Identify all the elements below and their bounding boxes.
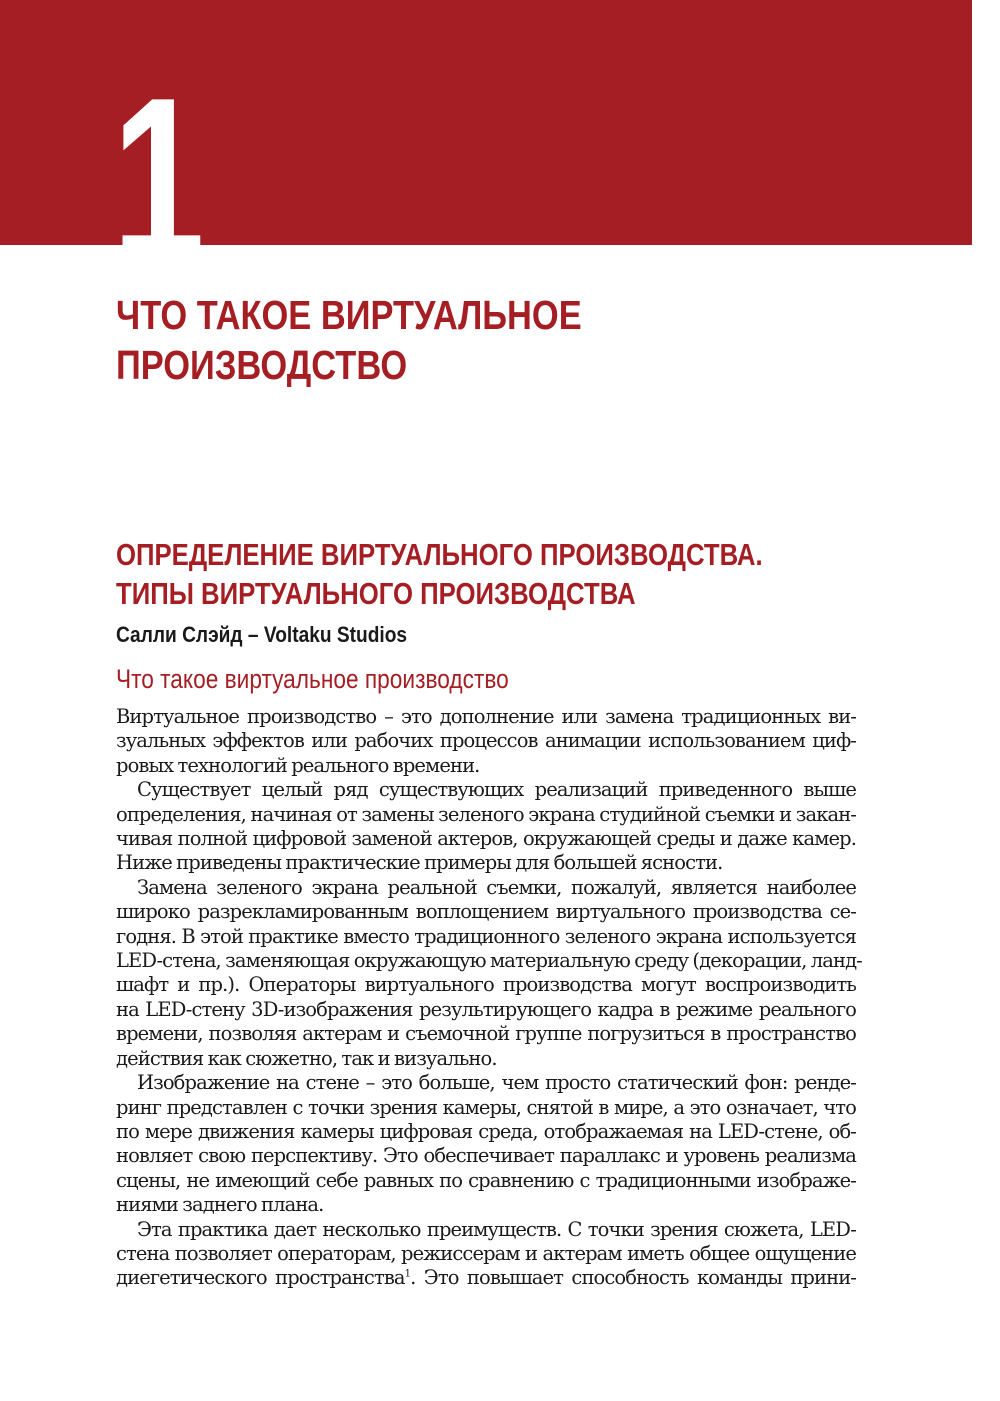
text-line: широко разрекламированным воплощением виртуального производства се- xyxy=(116,900,856,924)
subsection-title: Что такое виртуальное производство xyxy=(116,664,509,694)
text-line: шафт и пр.). Операторы виртуального производства могут воспроизводить xyxy=(116,973,856,997)
text-line: Виртуальное производство – это дополнение или замена традиционных ви- xyxy=(116,705,856,728)
section-title-line: ТИПЫ ВИРТУАЛЬНОГО ПРОИЗВОДСТВА xyxy=(116,576,636,611)
text-fragment: диегетического пространства xyxy=(116,1266,405,1290)
paragraph xyxy=(116,875,862,1071)
text-line: Ниже приведены практические примеры для большей ясности. xyxy=(116,851,723,875)
text-line: ровых технологий реального времени. xyxy=(116,753,480,777)
section-author: Салли Слэйд – Voltaku Studios xyxy=(116,622,408,647)
text-line: Замена зеленого экрана реальной съемки, пожалуй, является наиболее xyxy=(137,875,856,899)
paragraph xyxy=(116,705,856,778)
text-line xyxy=(116,1266,856,1290)
text-line: новляет свою перспективу. Это обеспечивает параллакс и уровень реализма xyxy=(116,1144,856,1168)
text-line: Эта практика дает несколько преимуществ. С точки зрения сюжета, LED- xyxy=(137,1217,856,1241)
text-line: ниями заднего плана. xyxy=(116,1193,324,1217)
paragraph xyxy=(116,778,856,876)
footnote-mark[interactable]: 1 xyxy=(404,1268,411,1280)
text-line: по мере движения камеры цифровая среда, отображаемая на LED-стене, об- xyxy=(116,1119,856,1143)
text-line: на LED-стену 3D-изображения результирующего кадра в режиме реального xyxy=(116,997,856,1021)
text-line: ринг представлен с точки зрения камеры, снятой в мире, а это означает, что xyxy=(116,1095,856,1119)
text-line: стена позволяет операторам, режиссерам и актерам иметь общее ощущение xyxy=(116,1241,856,1265)
text-line: зуальных эффектов или рабочих процессов анимации использованием циф- xyxy=(116,729,856,753)
text-line: Существует целый ряд существующих реализаций приведенного выше xyxy=(137,778,856,802)
text-fragment: . Это повышает способность команды прини- xyxy=(410,1266,856,1290)
text-line: чивая полной цифровой заменой актеров, окружающей среды и даже камер. xyxy=(116,827,856,851)
text-line: годня. В этой практике вместо традиционного зеленого экрана используется xyxy=(116,924,856,948)
body-text xyxy=(116,705,862,1291)
text-line: времени, позволяя актерам и съемочной группе погрузиться в пространство xyxy=(116,1022,856,1046)
paragraph xyxy=(116,1071,856,1217)
section-title xyxy=(116,535,763,613)
paragraph xyxy=(116,1218,856,1291)
text-line: Изображение на стене – это больше, чем просто статический фон: ренде- xyxy=(137,1071,856,1095)
chapter-title-line: ЧТО ТАКОЕ ВИРТУАЛЬНОЕ xyxy=(116,292,582,338)
text-line: определения, начиная от замены зеленого экрана студийной съемки и закан- xyxy=(116,802,856,826)
text-line: LED-стена, заменяющая окружающую материальную среду (декорации, ланд- xyxy=(116,949,862,973)
text-line: действия как сюжетно, так и визуально. xyxy=(116,1046,497,1070)
text-line: сцены, не имеющий себе равных по сравнению с традиционными изображе- xyxy=(116,1168,856,1192)
chapter-banner xyxy=(0,0,972,309)
chapter-title-line: ПРОИЗВОДСТВО xyxy=(116,342,408,388)
section-title-line: ОПРЕДЕЛЕНИЕ ВИРТУАЛЬНОГО ПРОИЗВОДСТВА. xyxy=(116,537,763,572)
chapter-number: 1 xyxy=(112,50,205,309)
chapter-title xyxy=(116,290,754,390)
